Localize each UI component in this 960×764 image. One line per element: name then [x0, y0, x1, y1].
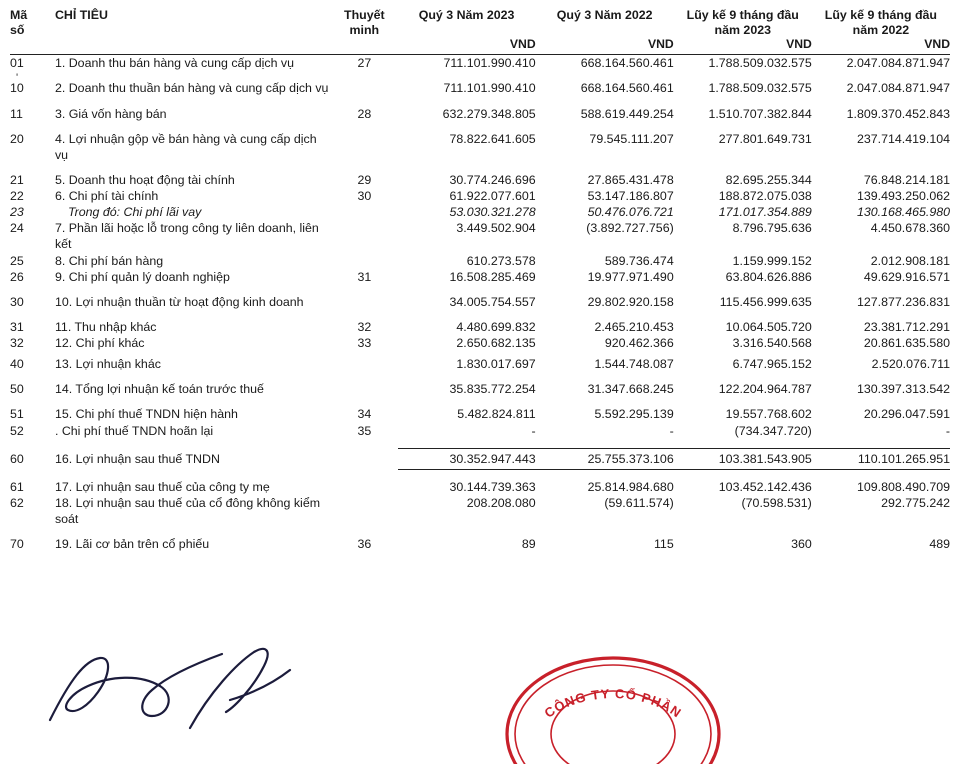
row-value-q3-2023: 78.822.641.605	[449, 131, 536, 146]
row-spacer-cell	[10, 310, 950, 319]
table-row	[10, 172, 950, 188]
row-value-q3-2022: 50.476.076.721	[587, 205, 674, 220]
row-value-q3-2023: 16.508.285.469	[449, 269, 536, 284]
row-note	[331, 294, 397, 310]
row-code: 23	[10, 205, 24, 220]
table-row	[10, 319, 950, 335]
row-value-ytd-2023: 115.456.999.635	[719, 294, 812, 309]
row-spacer-cell	[10, 285, 950, 294]
row-code: 21	[10, 172, 24, 187]
row-value-ytd-2022: 237.714.419.104	[856, 131, 950, 146]
row-value-ytd-2022: 23.381.712.291	[863, 319, 950, 334]
row-label: 2. Doanh thu thuần bán hàng và cung cấp dịch vụ	[54, 81, 329, 96]
row-note: 34	[357, 407, 372, 422]
row-value-q3-2022: 5.592.295.139	[594, 407, 674, 422]
row-label: 4. Lợi nhuận gộp về bán hàng và cung cấp dịch vụ	[54, 131, 317, 162]
row-value-ytd-2022: 76.848.214.181	[863, 172, 950, 187]
table-row	[10, 106, 950, 122]
table-row	[10, 381, 950, 397]
row-spacer	[10, 310, 950, 319]
column-header-code: Mã số	[10, 8, 28, 37]
row-value-q3-2022: -	[669, 423, 674, 438]
row-value-q3-2022: 25.814.984.680	[587, 479, 674, 494]
row-value-ytd-2022: 489	[929, 537, 950, 552]
row-value-ytd-2022: 130.397.313.542	[856, 382, 950, 397]
column-header-q3-2022: Quý 3 Năm 2022	[556, 8, 653, 22]
row-value-q3-2022: 31.347.668.245	[587, 382, 674, 397]
row-value-ytd-2023: 360	[791, 537, 812, 552]
row-code: 26	[10, 269, 24, 284]
row-note	[331, 479, 397, 495]
table-row	[10, 335, 950, 351]
row-value-ytd-2022: 20.296.047.591	[863, 407, 950, 422]
row-spacer-cell	[10, 439, 950, 449]
row-value-q3-2023: 61.922.077.601	[449, 189, 536, 203]
row-label: 14. Tổng lợi nhuận kế toán trước thuế	[54, 382, 264, 397]
row-value-q3-2023: 2.650.682.135	[456, 336, 536, 350]
row-value-ytd-2023: 171.017.354.889	[718, 205, 812, 220]
row-note	[331, 253, 397, 269]
row-value-ytd-2022: -	[945, 423, 950, 438]
row-value-ytd-2023: 19.557.768.602	[725, 407, 812, 422]
row-value-ytd-2022: 109.808.490.709	[856, 479, 950, 494]
row-note	[331, 80, 397, 96]
row-value-q3-2022: 25.755.373.106	[536, 448, 674, 469]
row-value-q3-2023: 5.482.824.811	[457, 407, 536, 422]
row-value-ytd-2023: 103.381.543.905	[674, 448, 812, 469]
row-value-q3-2023: -	[531, 423, 536, 438]
row-code: 30	[10, 294, 24, 309]
row-value-q3-2023: 30.774.246.696	[449, 172, 536, 187]
row-value-ytd-2023: 122.204.964.787	[718, 382, 812, 397]
row-note	[331, 356, 397, 372]
table-row	[10, 536, 950, 552]
row-code: 20	[10, 131, 24, 146]
table-row	[10, 220, 950, 252]
row-label: 16. Lợi nhuận sau thuế TNDN	[54, 452, 220, 467]
table-body	[10, 55, 950, 553]
row-note: 31	[357, 269, 372, 284]
row-spacer-cell	[10, 527, 950, 536]
page-edge-mark: '	[16, 72, 19, 84]
row-value-q3-2022: 53.147.186.807	[587, 189, 674, 203]
row-spacer-cell	[10, 71, 950, 80]
row-value-ytd-2023: 82.695.255.344	[725, 172, 812, 187]
row-note: 29	[357, 172, 372, 187]
currency-ytd-2022: VND	[924, 37, 950, 52]
row-label: 15. Chi phí thuế TNDN hiện hành	[54, 407, 238, 422]
row-value-ytd-2023: 1.788.509.032.575	[708, 81, 812, 96]
column-header-ytd-2022: Lũy kế 9 tháng đầu năm 2022	[824, 8, 938, 37]
row-value-q3-2023: 30.144.739.363	[449, 479, 536, 494]
row-value-ytd-2022: 49.629.916.571	[863, 269, 950, 284]
row-spacer	[10, 469, 950, 479]
table-row	[10, 188, 950, 204]
row-value-ytd-2023: 103.452.142.436	[718, 479, 812, 494]
row-note	[331, 204, 397, 220]
row-label: 11. Thu nhập khác	[54, 319, 157, 334]
row-value-q3-2022: 920.462.366	[604, 336, 674, 350]
row-value-ytd-2023: 277.801.649.731	[718, 131, 812, 146]
row-label: 6. Chi phí tài chính	[54, 189, 159, 203]
row-spacer	[10, 163, 950, 172]
row-label: 12. Chi phí khác	[54, 336, 145, 350]
row-label-text: Trong đó: Chi phí lãi vay	[67, 205, 202, 220]
row-value-q3-2023: 4.480.699.832	[456, 319, 536, 334]
row-label: 7. Phần lãi hoặc lỗ trong công ty liên doanh, liên kết	[54, 221, 319, 252]
row-spacer	[10, 122, 950, 131]
row-code: 10	[10, 81, 24, 96]
row-value-q3-2022: 29.802.920.158	[587, 294, 674, 309]
table-header	[10, 8, 950, 55]
row-value-ytd-2023: 1.159.999.152	[732, 253, 812, 268]
row-value-q3-2022: 79.545.111.207	[589, 131, 674, 146]
table-row	[10, 204, 950, 220]
row-note: 35	[357, 423, 372, 438]
row-spacer-cell	[10, 372, 950, 381]
row-value-ytd-2023: 1.788.509.032.575	[708, 56, 812, 71]
header-row-currency	[10, 37, 950, 51]
table-row	[10, 495, 950, 527]
column-header-label: CHỈ TIÊU	[54, 8, 108, 22]
row-value-q3-2022: 115	[653, 537, 674, 552]
row-value-ytd-2023: 3.316.540.568	[732, 336, 812, 350]
row-code: 24	[10, 221, 24, 236]
row-note	[331, 448, 397, 469]
row-value-q3-2022: (59.611.574)	[604, 495, 674, 510]
row-value-q3-2022: (3.892.727.756)	[586, 221, 674, 236]
row-spacer	[10, 527, 950, 536]
row-code: 31	[10, 319, 24, 334]
row-code: 61	[10, 479, 24, 494]
row-spacer-cell	[10, 122, 950, 131]
column-header-ytd-2023: Lũy kế 9 tháng đầu năm 2023	[686, 8, 799, 37]
row-label: 10. Lợi nhuận thuần từ hoạt động kinh doanh	[54, 294, 304, 309]
row-note: 32	[357, 319, 372, 334]
table-row	[10, 448, 950, 469]
row-value-q3-2023: 34.005.754.557	[449, 294, 536, 309]
row-label: 17. Lợi nhuận sau thuế của công ty mẹ	[54, 479, 270, 494]
row-value-ytd-2023: 6.747.965.152	[732, 357, 812, 372]
row-code: 70	[10, 537, 24, 552]
row-value-q3-2023: 30.352.947.443	[398, 448, 536, 469]
row-value-ytd-2022: 130.168.465.980	[856, 205, 950, 220]
row-value-q3-2022: 668.164.560.461	[580, 81, 674, 96]
row-label: . Chi phí thuế TNDN hoãn lại	[54, 423, 214, 438]
table-row	[10, 406, 950, 422]
row-label: 18. Lợi nhuận sau thuế của cổ đông không kiểm soát	[54, 495, 321, 526]
row-value-q3-2022: 27.865.431.478	[587, 172, 674, 187]
row-label: 9. Chi phí quản lý doanh nghiệp	[54, 269, 230, 284]
table-row	[10, 131, 950, 163]
row-value-q3-2022: 2.465.210.453	[594, 319, 674, 334]
row-value-q3-2023: 1.830.017.697	[456, 357, 536, 372]
row-spacer	[10, 372, 950, 381]
row-value-q3-2023: 53.030.321.278	[449, 205, 536, 220]
row-value-ytd-2022: 110.101.265.951	[812, 448, 950, 469]
currency-pad-code	[10, 37, 55, 51]
row-value-q3-2023: 208.208.080	[466, 495, 536, 510]
row-value-ytd-2023: 188.872.075.038	[718, 189, 812, 203]
column-header-note: Thuyết minh	[344, 8, 385, 37]
row-value-q3-2023: 35.835.772.254	[449, 382, 536, 397]
row-value-q3-2022: 588.619.449.254	[580, 106, 674, 121]
currency-pad-label	[55, 37, 331, 51]
header-row-titles	[10, 8, 950, 37]
table-row	[10, 294, 950, 310]
row-value-ytd-2022: 127.877.236.831	[856, 294, 950, 309]
row-value-ytd-2023: 1.510.707.382.844	[708, 106, 812, 121]
row-spacer-cell	[10, 97, 950, 106]
row-spacer-cell	[10, 469, 950, 479]
row-value-q3-2023: 711.101.990.410	[443, 81, 536, 96]
row-note: 36	[357, 537, 372, 552]
row-label: 5. Doanh thu hoạt động tài chính	[54, 172, 235, 187]
row-code: 25	[10, 253, 24, 268]
currency-ytd-2023: VND	[786, 37, 812, 52]
row-spacer	[10, 285, 950, 294]
row-value-ytd-2023: (70.598.531)	[741, 495, 812, 510]
row-code: 52	[10, 423, 24, 438]
row-value-ytd-2022: 20.861.635.580	[863, 336, 950, 350]
row-value-q3-2023: 89	[521, 537, 536, 552]
row-value-q3-2022: 19.977.971.490	[587, 269, 674, 284]
row-value-ytd-2023: 63.804.626.886	[725, 269, 812, 284]
row-value-q3-2023: 632.279.348.805	[442, 106, 536, 121]
row-value-q3-2022: 589.736.474	[604, 253, 674, 268]
row-value-ytd-2023: 10.064.505.720	[725, 319, 812, 334]
row-note: 27	[357, 56, 372, 71]
row-value-ytd-2022: 1.809.370.452.843	[846, 106, 950, 121]
row-code: 62	[10, 495, 24, 510]
row-note: 28	[357, 106, 372, 121]
row-note	[331, 381, 397, 397]
row-code: 01	[10, 56, 24, 71]
table-row	[10, 55, 950, 72]
row-code: 60	[10, 452, 24, 467]
row-note: 30	[357, 189, 372, 203]
row-value-q3-2022: 668.164.560.461	[580, 56, 674, 71]
row-code: 50	[10, 382, 24, 397]
row-code: 32	[10, 336, 24, 350]
column-header-q3-2023: Quý 3 Năm 2023	[418, 8, 515, 22]
row-note	[331, 131, 397, 163]
currency-q3-2023: VND	[509, 37, 536, 52]
row-label: 1. Doanh thu bán hàng và cung cấp dịch vụ	[54, 56, 294, 71]
row-value-q3-2023: 711.101.990.410	[443, 56, 536, 71]
row-spacer	[10, 71, 950, 80]
table-row	[10, 479, 950, 495]
row-note: 33	[357, 336, 372, 350]
row-label: 13. Lợi nhuận khác	[54, 357, 161, 372]
currency-pad-note	[331, 37, 397, 51]
row-code: 51	[10, 407, 24, 422]
row-value-q3-2022: 1.544.748.087	[594, 357, 674, 372]
row-value-ytd-2023: 8.796.795.636	[732, 221, 812, 236]
svg-text:CÔNG TY CỔ PHẦN: CÔNG TY CỔ PHẦN	[541, 686, 685, 721]
currency-q3-2022: VND	[647, 37, 674, 52]
row-value-ytd-2022: 2.520.076.711	[871, 357, 950, 372]
row-note	[331, 495, 397, 527]
row-label: 8. Chi phí bán hàng	[54, 253, 164, 268]
income-statement-table	[10, 8, 950, 552]
row-value-q3-2023: 3.449.502.904	[456, 221, 536, 236]
row-spacer-cell	[10, 163, 950, 172]
table-row	[10, 423, 950, 439]
row-code: 11	[10, 106, 23, 121]
row-spacer-cell	[10, 397, 950, 406]
row-code: 22	[10, 189, 24, 203]
table-row	[10, 253, 950, 269]
row-value-ytd-2022: 4.450.678.360	[870, 221, 950, 236]
row-value-ytd-2022: 2.047.084.871.947	[846, 81, 950, 96]
row-note	[331, 220, 397, 252]
row-label: 3. Giá vốn hàng bán	[54, 106, 167, 121]
row-value-ytd-2022: 2.047.084.871.947	[846, 56, 950, 71]
row-spacer	[10, 439, 950, 449]
row-value-ytd-2022: 292.775.242	[881, 495, 950, 510]
table-row	[10, 80, 950, 96]
table-row	[10, 269, 950, 285]
row-value-ytd-2022: 2.012.908.181	[870, 253, 950, 268]
row-spacer	[10, 397, 950, 406]
row-label: 19. Lãi cơ bản trên cổ phiếu	[54, 537, 210, 552]
row-value-ytd-2022: 139.493.250.062	[856, 189, 950, 203]
table-row	[10, 356, 950, 372]
row-code: 40	[10, 357, 24, 372]
row-label	[55, 204, 331, 220]
row-spacer	[10, 97, 950, 106]
row-value-ytd-2023: (734.347.720)	[734, 423, 812, 438]
row-value-q3-2023: 610.273.578	[466, 253, 536, 268]
